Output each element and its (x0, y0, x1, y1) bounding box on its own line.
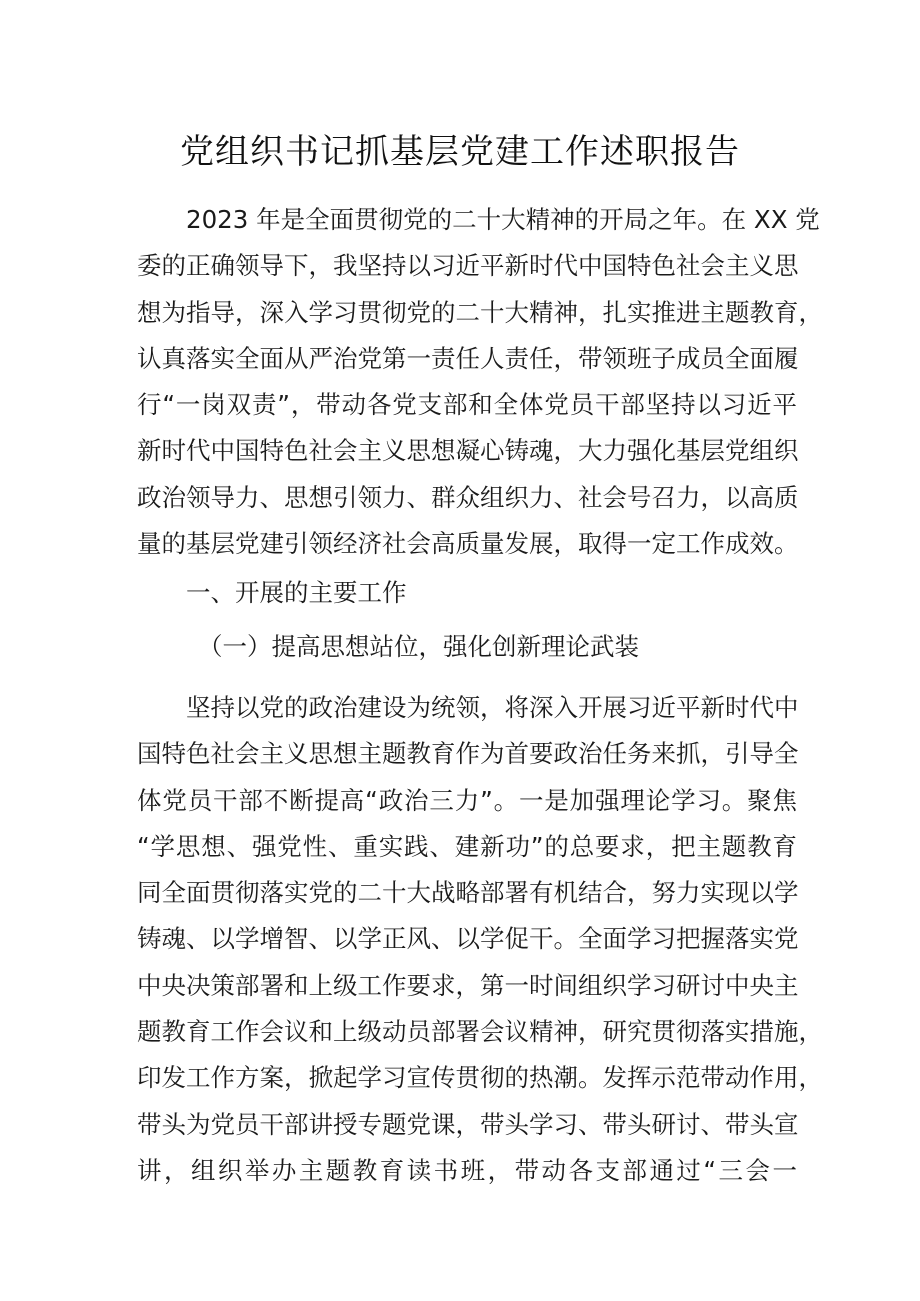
paragraph-line: 题教育工作会议和上级动员部署会议精神，研究贯彻落实措施， (137, 1017, 823, 1047)
paragraph-line: 中央决策部署和上级工作要求，第一时间组织学习研讨中央主 (137, 970, 799, 1000)
paragraph-line: “学思想、强党性、重实践、建新功”的总要求，把主题教育 (137, 831, 797, 861)
paragraph-line: 铸魂、以学增智、以学正风、以学促干。全面学习把握落实党 (137, 924, 799, 954)
paragraph-line: 坚持以党的政治建设为统领，将深入开展习近平新时代中 (186, 693, 799, 722)
paragraph-line: 新时代中国特色社会主义思想凝心铸魂，大力强化基层党组织 (137, 436, 799, 466)
paragraph-line: 体党员干部不断提高“政治三力”。一是加强理论学习。聚焦 (137, 785, 797, 815)
paragraph-line: 带头为党员干部讲授专题党课，带头学习、带头研讨、带头宣 (137, 1109, 799, 1139)
paragraph-line: 委的正确领导下，我坚持以习近平新时代中国特色社会主义思 (137, 251, 799, 281)
body-paragraph (137, 685, 823, 1194)
paragraph-line: 2023 年是全面贯彻党的二十大精神的开局之年。在 XX 党 (186, 205, 820, 234)
paragraph-line: 想为指导，深入学习贯彻党的二十大精神，扎实推进主题教育， (137, 297, 823, 327)
paragraph-line: 认真落实全面从严治党第一责任人责任，带领班子成员全面履 (137, 343, 799, 373)
paragraph-line: 量的基层党建引领经济社会高质量发展，取得一定工作成效。 (137, 529, 799, 559)
intro-paragraph (137, 197, 823, 567)
paragraph-line: 行“一岗双责”，带动各党支部和全体党员干部坚持以习近平 (137, 390, 797, 420)
paragraph-line: 国特色社会主义思想主题教育作为首要政治任务来抓，引导全 (137, 739, 799, 769)
paragraph-line: 讲，组织举办主题教育读书班，带动各支部通过“三会一 (137, 1155, 797, 1185)
document-title: 党组织书记抓基层党建工作述职报告 (180, 132, 740, 172)
subsection-heading: （一）提高思想站位，强化创新理论武装 (198, 632, 639, 661)
paragraph-line: 政治领导力、思想引领力、群众组织力、社会号召力，以高质 (137, 482, 799, 512)
section-heading: 一、开展的主要工作 (186, 578, 407, 607)
paragraph-line: 同全面贯彻落实党的二十大战略部署有机结合，努力实现以学 (137, 878, 799, 908)
paragraph-line: 印发工作方案，掀起学习宣传贯彻的热潮。发挥示范带动作用， (137, 1063, 823, 1093)
